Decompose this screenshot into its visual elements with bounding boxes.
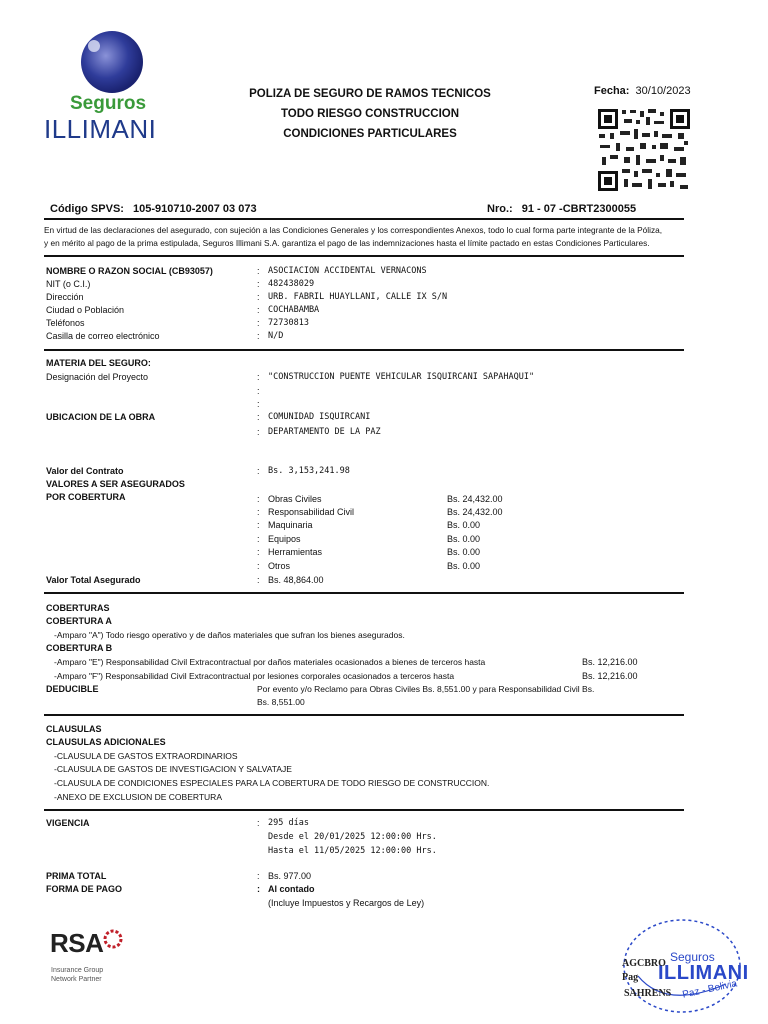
colon: : [257, 427, 260, 437]
deducible-text-2: Bs. 8,551.00 [257, 697, 305, 707]
rsa-name: RSA [50, 928, 104, 958]
cobertura-name: Maquinaria [268, 520, 313, 530]
cobertura-amount: Bs. 24,432.00 [447, 507, 503, 517]
divider [44, 809, 684, 811]
stamp-seguros: Seguros [670, 950, 715, 964]
rsa-line-1: Insurance Group [51, 967, 104, 974]
colon: : [257, 561, 260, 571]
qr-code [596, 107, 692, 193]
title-line-3: CONDICIONES PARTICULARES [283, 128, 457, 140]
cobertura-b-item: -Amparo "E") Responsabilidad Civil Extracontractual por daños materiales ocasionados a bienes de terceros hasta [54, 657, 486, 667]
codigo-spvs [50, 203, 257, 215]
email-label: Casilla de correo electrónico [46, 331, 160, 341]
title-line-1: POLIZA DE SEGURO DE RAMOS TECNICOS [249, 88, 491, 100]
ciudad-value: COCHABAMBA [268, 305, 320, 315]
valores-label-1: VALORES A SER ASEGURADOS [46, 479, 185, 489]
stamp-sig-3: SAHRENS [624, 988, 672, 999]
nro-poliza [487, 203, 636, 215]
nombre-value: ASOCIACION ACCIDENTAL VERNACONS [268, 266, 427, 276]
clausula-item: -ANEXO DE EXCLUSION DE COBERTURA [54, 792, 222, 802]
colon: : [257, 372, 260, 382]
nombre-label: NOMBRE O RAZON SOCIAL (CB93057) [46, 266, 213, 276]
colon: : [257, 466, 260, 476]
ciudad-label: Ciudad o Población [46, 305, 125, 315]
cobertura-b-amount: Bs. 12,216.00 [582, 657, 638, 667]
divider [44, 255, 684, 257]
stamp-sig-1: AGCBRO [622, 958, 666, 969]
colon: : [257, 305, 260, 315]
direccion-label: Dirección [46, 292, 84, 302]
intro-line-2: y en mérito al pago de la prima estipulada, Seguros Illimani S.A. garantiza el pago de las indemnizaciones hasta el límite pactado en estas Condiciones Particulares. [44, 238, 650, 248]
vigencia-desde: Desde el 20/01/2025 12:00:00 Hrs. [268, 832, 437, 842]
colon: : [257, 266, 260, 276]
company-logo [40, 26, 180, 146]
logo-text-seguros: Seguros [70, 93, 147, 114]
cobertura-a-heading: COBERTURA A [46, 616, 112, 626]
valores-label-2: POR COBERTURA [46, 492, 126, 502]
cobertura-name: Equipos [268, 534, 301, 544]
cobertura-name: Obras Civiles [268, 494, 322, 504]
direccion-value: URB. FABRIL HUAYLLANI, CALLE IX S/N [268, 292, 448, 302]
cobertura-b-amount: Bs. 12,216.00 [582, 671, 638, 681]
vigencia-label: VIGENCIA [46, 818, 90, 828]
ubicacion-value-1: COMUNIDAD ISQUIRCANI [268, 412, 371, 422]
colon: : [257, 534, 260, 544]
valor-total-value: Bs. 48,864.00 [268, 575, 324, 585]
nro-label: Nro.: [487, 203, 513, 215]
document-title [238, 84, 502, 144]
fecha-value: 30/10/2023 [635, 85, 691, 97]
colon: : [257, 507, 260, 517]
clausula-item: -CLAUSULA DE GASTOS EXTRAORDINARIOS [54, 751, 238, 761]
prima-value: Bs. 977.00 [268, 871, 312, 881]
cobertura-amount: Bs. 0.00 [447, 561, 481, 571]
ubicacion-label: UBICACION DE LA OBRA [46, 412, 156, 422]
clausula-item: -CLAUSULA DE GASTOS DE INVESTIGACION Y SALVATAJE [54, 764, 292, 774]
company-stamp [614, 914, 749, 1014]
logo-globe-icon [40, 26, 180, 96]
valor-contrato-label: Valor del Contrato [46, 466, 124, 476]
email-value: N/D [268, 331, 284, 341]
designacion-value: "CONSTRUCCION PUENTE VEHICULAR ISQUIRCANI SAPAHAQUI" [268, 372, 535, 382]
nit-value: 482438029 [268, 279, 315, 289]
divider [44, 714, 684, 716]
cobertura-amount: Bs. 0.00 [447, 520, 481, 530]
codigo-value: 105-910710-2007 03 073 [133, 203, 257, 215]
logo-text-illimani: ILLIMANI [44, 114, 157, 144]
prima-label: PRIMA TOTAL [46, 871, 107, 881]
cobertura-amount: Bs. 0.00 [447, 547, 481, 557]
stamp-bottom: Paz - Bolivia [681, 978, 739, 1001]
divider [44, 349, 684, 351]
colon: : [257, 871, 260, 881]
nit-label: NIT (o C.I.) [46, 279, 91, 289]
forma-pago-label: FORMA DE PAGO [46, 884, 122, 894]
codigo-label: Código SPVS: [50, 203, 124, 215]
stamp-illimani: ILLIMANI [658, 962, 749, 984]
deducible-text-1: Por evento y/o Reclamo para Obras Civiles Bs. 8,551.00 y para Responsabilidad Civil Bs. [257, 684, 595, 694]
deducible-label: DEDUCIBLE [46, 684, 99, 694]
colon: : [257, 884, 260, 894]
divider [44, 592, 684, 594]
forma-pago-note: (Incluye Impuestos y Recargos de Ley) [268, 898, 425, 908]
coberturas-heading: COBERTURAS [46, 603, 110, 613]
colon: : [257, 279, 260, 289]
cobertura-name: Herramientas [268, 547, 323, 557]
colon: : [257, 386, 260, 396]
vigencia-hasta: Hasta el 11/05/2025 12:00:00 Hrs. [268, 846, 437, 856]
stamp-sig-2: Pag [622, 972, 639, 983]
rsa-line-2: Network Partner [51, 976, 102, 983]
colon: : [257, 575, 260, 585]
colon: : [257, 331, 260, 341]
colon: : [257, 494, 260, 504]
colon: : [257, 547, 260, 557]
title-line-2: TODO RIESGO CONSTRUCCION [280, 108, 460, 120]
vigencia-dias: 295 días [268, 818, 309, 828]
forma-pago-value: Al contado [268, 884, 315, 894]
divider [44, 218, 684, 220]
ubicacion-value-2: DEPARTAMENTO DE LA PAZ [268, 427, 381, 437]
colon: : [257, 399, 260, 409]
valor-contrato-value: Bs. 3,153,241.98 [268, 466, 350, 476]
fecha-label: Fecha: [594, 85, 630, 97]
colon: : [257, 318, 260, 328]
cobertura-amount: Bs. 0.00 [447, 534, 481, 544]
clausulas-subheading: CLAUSULAS ADICIONALES [46, 737, 166, 747]
fecha [594, 85, 691, 97]
materia-heading: MATERIA DEL SEGURO: [46, 358, 151, 368]
designacion-label: Designación del Proyecto [46, 372, 149, 382]
rsa-emblem-icon [102, 928, 124, 950]
cobertura-name: Otros [268, 561, 291, 571]
telefonos-value: 72730813 [268, 318, 309, 328]
intro-line-1: En virtud de las declaraciones del asegurado, con sujeción a las Condiciones Generales y los correspondientes Anexos, todo lo cual forma parte integrante de la Póliza, [44, 225, 663, 235]
colon: : [257, 292, 260, 302]
colon: : [257, 520, 260, 530]
rsa-logo [50, 928, 140, 988]
intro-text [44, 224, 662, 250]
cobertura-b-item: -Amparo "F") Responsabilidad Civil Extracontractual por lesiones corporales ocasionados a terceros hasta [54, 671, 455, 681]
colon: : [257, 412, 260, 422]
colon: : [257, 818, 260, 828]
cobertura-b-heading: COBERTURA B [46, 643, 113, 653]
cobertura-name: Responsabilidad Civil [268, 507, 355, 517]
cobertura-a-text: -Amparo "A") Todo riesgo operativo y de daños materiales que sufran los bienes asegurados. [54, 630, 405, 640]
nro-value: 91 - 07 -CBRT2300055 [521, 203, 637, 215]
clausula-item: -CLAUSULA DE CONDICIONES ESPECIALES PARA LA COBERTURA DE TODO RIESGO DE CONSTRUCCION. [54, 778, 490, 788]
clausulas-heading: CLAUSULAS [46, 724, 102, 734]
valor-total-label: Valor Total Asegurado [46, 575, 141, 585]
telefonos-label: Teléfonos [46, 318, 85, 328]
cobertura-amount: Bs. 24,432.00 [447, 494, 503, 504]
